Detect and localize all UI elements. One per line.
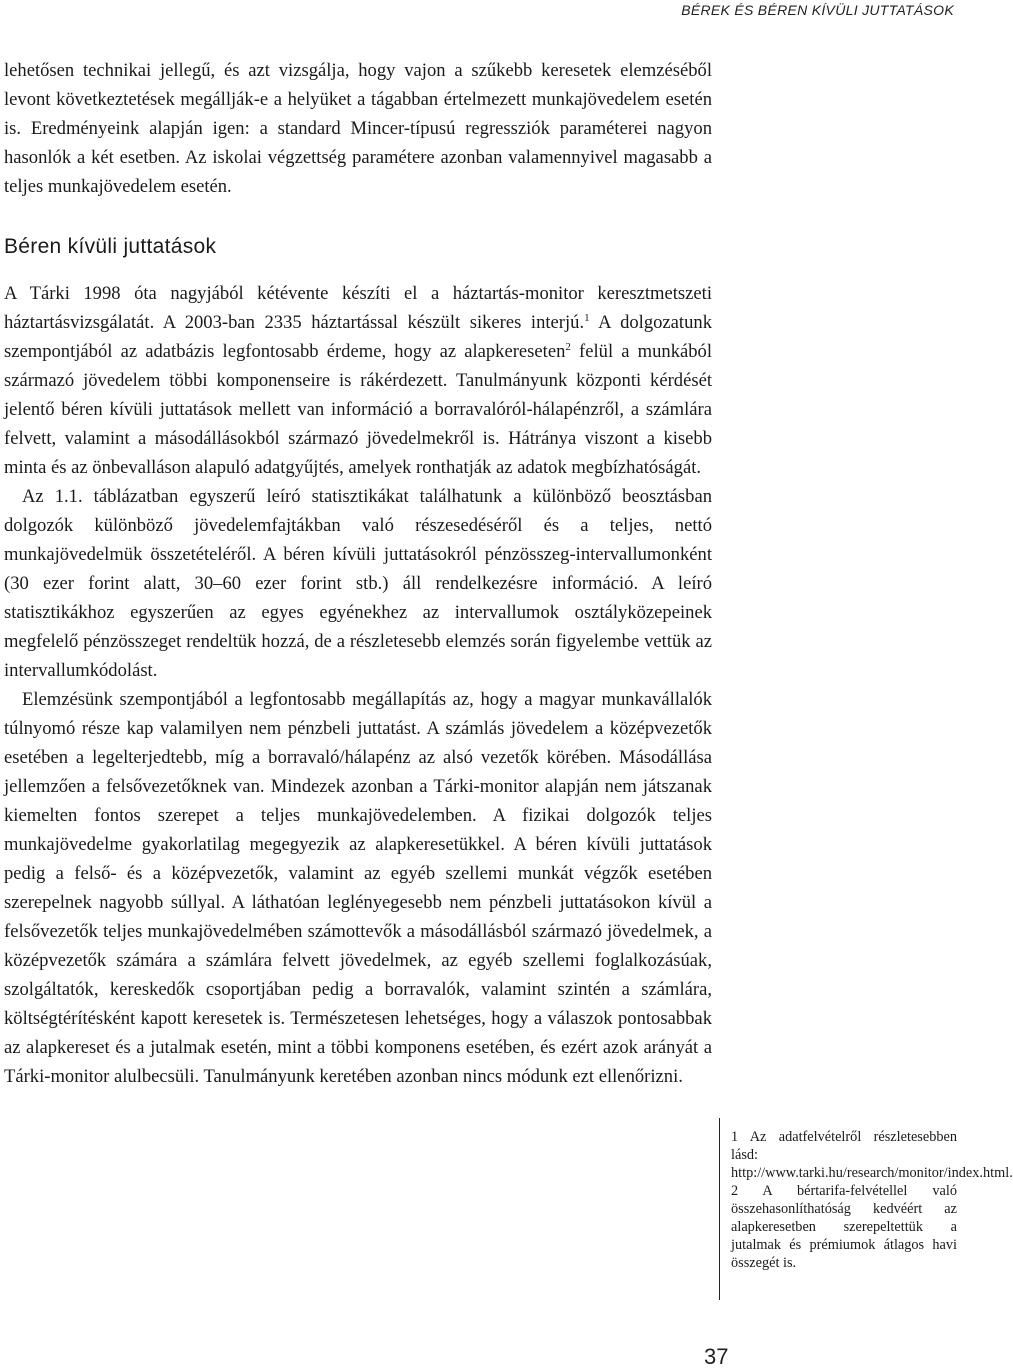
footnote-2: 2 A bértarifa-felvétellel való összehasonlíthatóság kedvéért az alapkeresetben szerepeltettük a jutalmak és prémiumok átlagos havi összegét is. (731, 1183, 957, 1271)
paragraph-1-part-a: A Tárki 1998 óta nagyjából kétévente készíti el a háztartás-monitor keresztmetszeti háztartásvizsgálatát. A 2003-ban 2335 háztartással készült sikeres interjú. (4, 283, 712, 333)
paragraph-1-part-b: A dolgozatunk szempontjából az adatbázis legfontosabb érdeme, hogy az alapkereseten (4, 312, 712, 362)
paragraph-3: Elemzésünk szempontjából a legfontosabb megállapítás az, hogy a magyar munkavállalók túlnyomó része kap valamilyen nem pénzbeli juttatást. A számlás jövedelem a középvezetők esetében a legelterjedtebb, míg a borravaló/hálapénz az alsó vezetők körében. Másodállása jellemzően a felsővezetőknek van. Mindezek azonban a Tárki-monitor alapján nem játszanak kiemelten fontos szerepet a teljes munkajövedelemben. A fizikai dolgozók teljes munkajövedelme gyakorlatilag megegyezik az alapkeresetükkel. A béren kívüli juttatások pedig a felső- és a középvezetők, valamint az egyéb szellemi munkát végzők esetében szerepelnek nagyobb súllyal. A láthatóan leglényegesebb nem pénzbeli juttatásokon kívül a felsővezetők teljes munkajövedelmében számottevők a másodállásból származó jövedelmek, a középvezetők számára a számlára felvett jövedelmek, az egyéb szellemi foglalkozásúak, szolgáltatók, kereskedők csoportjában pedig a borravalók, valamint szintén a számlára, költségtérítésként kapott keresetek is. Természetesen lehetséges, hogy a válaszok pontosabbak az alapkereset és a jutalmak esetén, mint a többi komponens esetében, és ezért azok arányát a Tárki-monitor alulbecsüli. Tanulmányunk keretében azonban nincs módunk ezt ellenőrizni. (4, 689, 712, 1087)
main-text (4, 56, 712, 1091)
footnote-ref-2[interactable]: 2 (565, 341, 571, 353)
section-heading: Béren kívüli juttatások (4, 235, 217, 258)
footnotes (731, 1128, 1013, 1272)
footnote-divider (719, 1118, 720, 1300)
paragraph-1-part-c: felül a munkából származó jövedelem többi komponenseire is rákérdezett. Tanulmányunk központi kérdését jelentő béren kívüli juttatások mellett van információ a borravalóról-hálapénzről, a számlára felvett, valamint a másodállásokból származó jövedelmekről is. Hátránya viszont a kisebb minta és az önbevalláson alapuló adatgyűjtés, amelyek ronthatják az adatok megbízhatóságát. (4, 341, 713, 478)
paragraph-2: Az 1.1. táblázatban egyszerű leíró statisztikákat találhatunk a különböző beosztásban dolgozók különböző jövedelemfajtákban való részesedéséről és a teljes, nettó munkajövedelmük összetételéről. A béren kívüli juttatásokról pénzösszeg-intervallumonként (30 ezer forint alatt, 30–60 ezer forint stb.) áll rendelkezésre információ. A leíró statisztikákhoz egyszerűen az egyes egyénekhez az intervallumok osztályközepeinek megfelelő pénzösszeget rendeltük hozzá, de a részletesebb elemzés során figyelembe vettük az intervallumkódolást. (4, 486, 712, 681)
page-number: 37 (704, 1344, 729, 1369)
paragraph-1 (4, 279, 712, 482)
footnote-ref-1[interactable]: 1 (584, 312, 590, 324)
running-head: BÉREK ÉS BÉREN KÍVÜLI JUTTATÁSOK (681, 2, 954, 18)
paragraph-0: lehetősen technikai jellegű, és azt vizsgálja, hogy vajon a szűkebb keresetek elemzéséből levont következtetések megállják-e a helyüket a tágabban értelmezett munkajövedelem esetén is. Eredményeink alapján igen: a standard Mincer-típusú regressziók paraméterei nagyon hasonlók a két esetben. Az iskolai végzettség paramétere azonban valamennyivel magasabb a teljes munkajövedelem esetén. (4, 60, 712, 197)
footnote-1: 1 Az adatfelvételről részletesebben lásd: http://www.tarki.hu/research/monitor/index.html. (731, 1129, 1013, 1181)
